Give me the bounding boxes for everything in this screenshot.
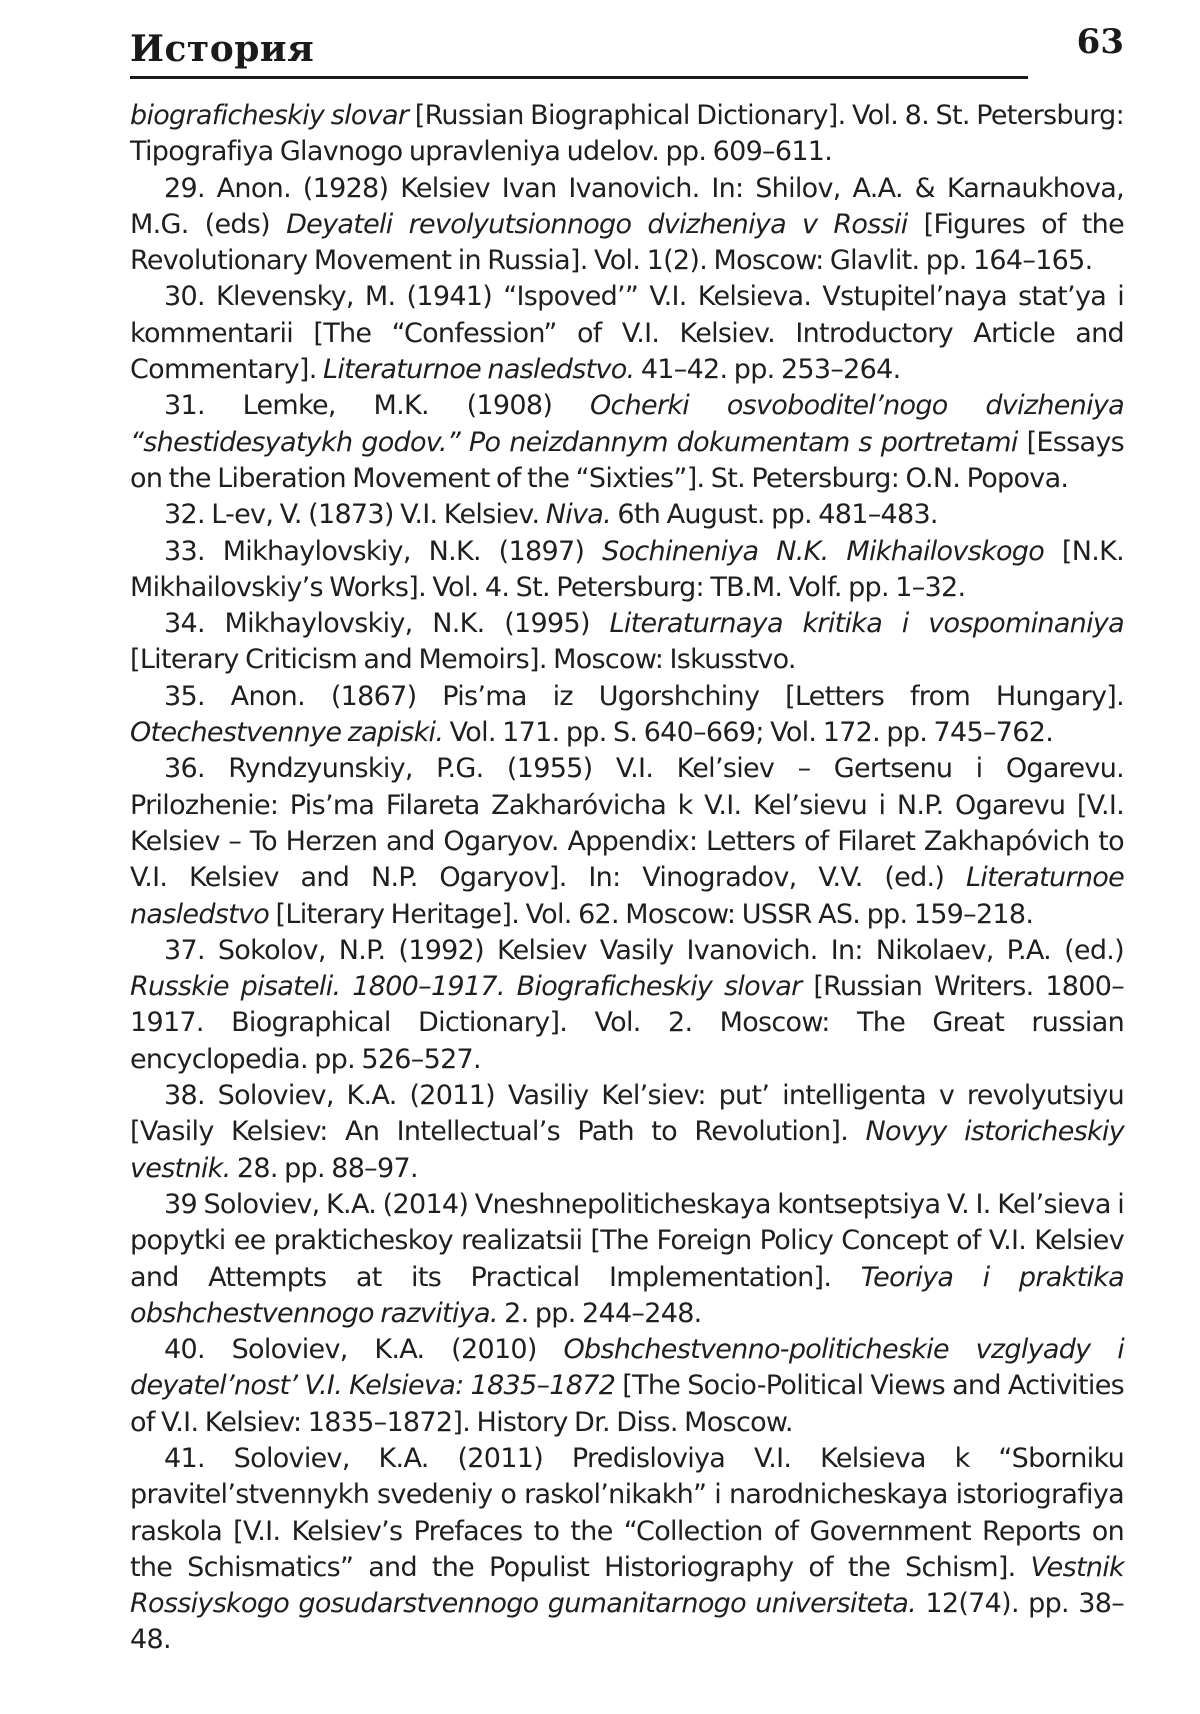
reference-text: 33. Mikhaylovskiy, N.K. (1897) (164, 535, 603, 567)
reference-list (130, 98, 1124, 1659)
ref-41 (130, 1441, 1124, 1659)
header-rule (130, 76, 1028, 79)
reference-title: Niva. (545, 499, 612, 531)
reference-title: Novyy istoricheskiy vestnik. (130, 1116, 1124, 1184)
reference-title: Sochineniya N.K. Mikhailovskogo (602, 535, 1045, 567)
ref-32 (130, 497, 1124, 533)
ref-34 (130, 606, 1124, 679)
ref-30 (130, 279, 1124, 388)
reference-title: Russkie pisateli. 1800–1917. Biograficheskiy slovar (130, 971, 802, 1003)
reference-text: [Essays on the Liberation Movement of the “Sixties”]. St. Petersburg: O.N. Popova. (130, 426, 1124, 494)
reference-text: 29. Anon. (1928) Kelsiev Ivan Ivanovich. In: Shilov, A.A. & Karnaukhova, M.G. (eds) (130, 172, 1124, 240)
reference-text: [Literary Heritage]. Vol. 62. Moscow: USSR AS. pp. 159–218. (269, 898, 1034, 930)
reference-text: 35. Anon. (1867) Pis’ma iz Ugorshchiny [Letters from Hungary]. (164, 680, 1124, 712)
reference-text: [Russian Writers. 1800–1917. Biographical Dictionary]. Vol. 2. Moscow: The Great russian encyclopedia. pp. 526–527. (130, 971, 1124, 1075)
reference-text: 39 Soloviev, K.A. (2014) Vneshnepoliticheskaya kontseptsiya V. I. Kel’sieva i popytki ee prakticheskoy realizatsii [The Foreign Policy Concept of V.I. Kelsiev and Attempts at its Practical Implementation]. (130, 1188, 1124, 1293)
reference-text: Vol. 171. pp. S. 640–669; Vol. 172. pp. 745–762. (443, 717, 1054, 749)
ref-39 (130, 1187, 1124, 1332)
reference-text: 41. Soloviev, K.A. (2011) Predisloviya V.I. Kelsieva k “Sborniku pravitel’stvennykh svedeniy o raskol’nikakh” i narodnicheskaya istoriografiya raskola [V.I. Kelsiev’s Prefaces to the “Collection of Government Reports on the Schismatics” and the Populist Historiography of the Schism]. (130, 1442, 1124, 1583)
running-header (130, 22, 1124, 82)
reference-text: 37. Sokolov, N.P. (1992) Kelsiev Vasily Ivanovich. In: Nikolaev, P.A. (ed.) (164, 934, 1124, 966)
reference-text: [Russian Biographical Dictionary]. Vol. 8. St. Petersburg: Tipografiya Glavnogo upravleniya udelov. pp. 609–611. (130, 100, 1124, 168)
reference-text: 38. Soloviev, K.A. (2011) Vasiliy Kel’siev: put’ intelligenta v revolyutsiyu [Vasily Kelsiev: An Intellectual’s Path to Revolution]. (130, 1080, 1124, 1148)
reference-title: Ocherki osvoboditel’nogo dvizheniya “shestidesyatykh godov.” Po neizdannym dokumentam s portretami (130, 390, 1124, 458)
ref-29 (130, 171, 1124, 280)
reference-text: [Figures of the Revolutionary Movement in Russia]. Vol. 1(2). Moscow: Glavlit. pp. 164–165. (130, 208, 1124, 277)
reference-text: 41–42. pp. 253–264. (634, 354, 901, 386)
reference-text: 31. Lemke, M.K. (1908) (164, 390, 590, 422)
reference-title: Literaturnoe nasledstvo (130, 862, 1124, 930)
reference-text: 36. Ryndzyunskiy, P.G. (1955) V.I. Kel’siev – Gertsenu i Ogarevu. Prilozhenie: Pis’ma Filareta Zakharóvicha k V.I. Kel’sievu i N.P. Ogarevu [V.I. Kelsiev – To Herzen and Ogaryov. Appendix: Letters of Filaret Zakhapóvich to V.I. Kelsiev and N.P. Ogaryov]. In: Vinogradov, V.V. (ed.) (130, 753, 1124, 894)
reference-text: [Literary Criticism and Memoirs]. Moscow: Iskusstvo. (130, 644, 796, 676)
reference-title: Otechestvennye zapiski. (130, 717, 444, 749)
ref-31 (130, 388, 1124, 497)
reference-title: Obshchestvenno-politicheskie vzglyady i deyatel’nost’ V.I. Kelsieva: 1835–1872 (130, 1334, 1124, 1402)
ref-28-continuation (130, 98, 1124, 171)
ref-37 (130, 933, 1124, 1078)
ref-35 (130, 679, 1124, 752)
page-number: 63 (1076, 22, 1124, 62)
reference-text: 28. pp. 88–97. (230, 1152, 418, 1184)
reference-title: Vestnik Rossiyskogo gosudarstvennogo gumanitarnogo universiteta. (130, 1551, 1124, 1620)
reference-text: [N.K. Mikhailovskiy’s Works]. Vol. 4. St. Petersburg: TB.M. Volf. pp. 1–32. (130, 535, 1124, 603)
ref-36 (130, 751, 1124, 932)
reference-text: 30. Klevensky, M. (1941) “Ispoved’” V.I. Kelsieva. Vstupitel’naya stat’ya i kommentarii [The “Confession” of V.I. Kelsiev. Introductory Article and Commentary]. (130, 281, 1124, 386)
ref-33 (130, 534, 1124, 607)
reference-title: Deyateli revolyutsionnogo dvizheniya v Rossii (286, 208, 908, 240)
section-title: История (130, 28, 315, 70)
reference-title: Literaturnoe nasledstvo. (323, 354, 635, 386)
reference-title: Literaturnaya kritika i vospominaniya (609, 608, 1124, 640)
reference-text: 40. Soloviev, K.A. (2010) (164, 1334, 564, 1366)
reference-text: 34. Mikhaylovskiy, N.K. (1995) (164, 608, 610, 640)
reference-text: 2. pp. 244–248. (497, 1297, 702, 1329)
reference-title: biograficheskiy slovar (130, 100, 409, 131)
reference-title: Teoriya i praktika obshchestvennogo razvitiya. (130, 1261, 1124, 1329)
reference-text: 6th August. pp. 481–483. (611, 499, 938, 531)
reference-text: 12(74). pp. 38–48. (130, 1588, 1124, 1656)
ref-40 (130, 1332, 1124, 1441)
ref-38 (130, 1078, 1124, 1187)
reference-text: 32. L-ev, V. (1873) V.I. Kelsiev. (164, 499, 546, 531)
reference-text: [The Socio-Political Views and Activities of V.I. Kelsiev: 1835–1872]. History Dr. Diss. Moscow. (130, 1370, 1124, 1438)
